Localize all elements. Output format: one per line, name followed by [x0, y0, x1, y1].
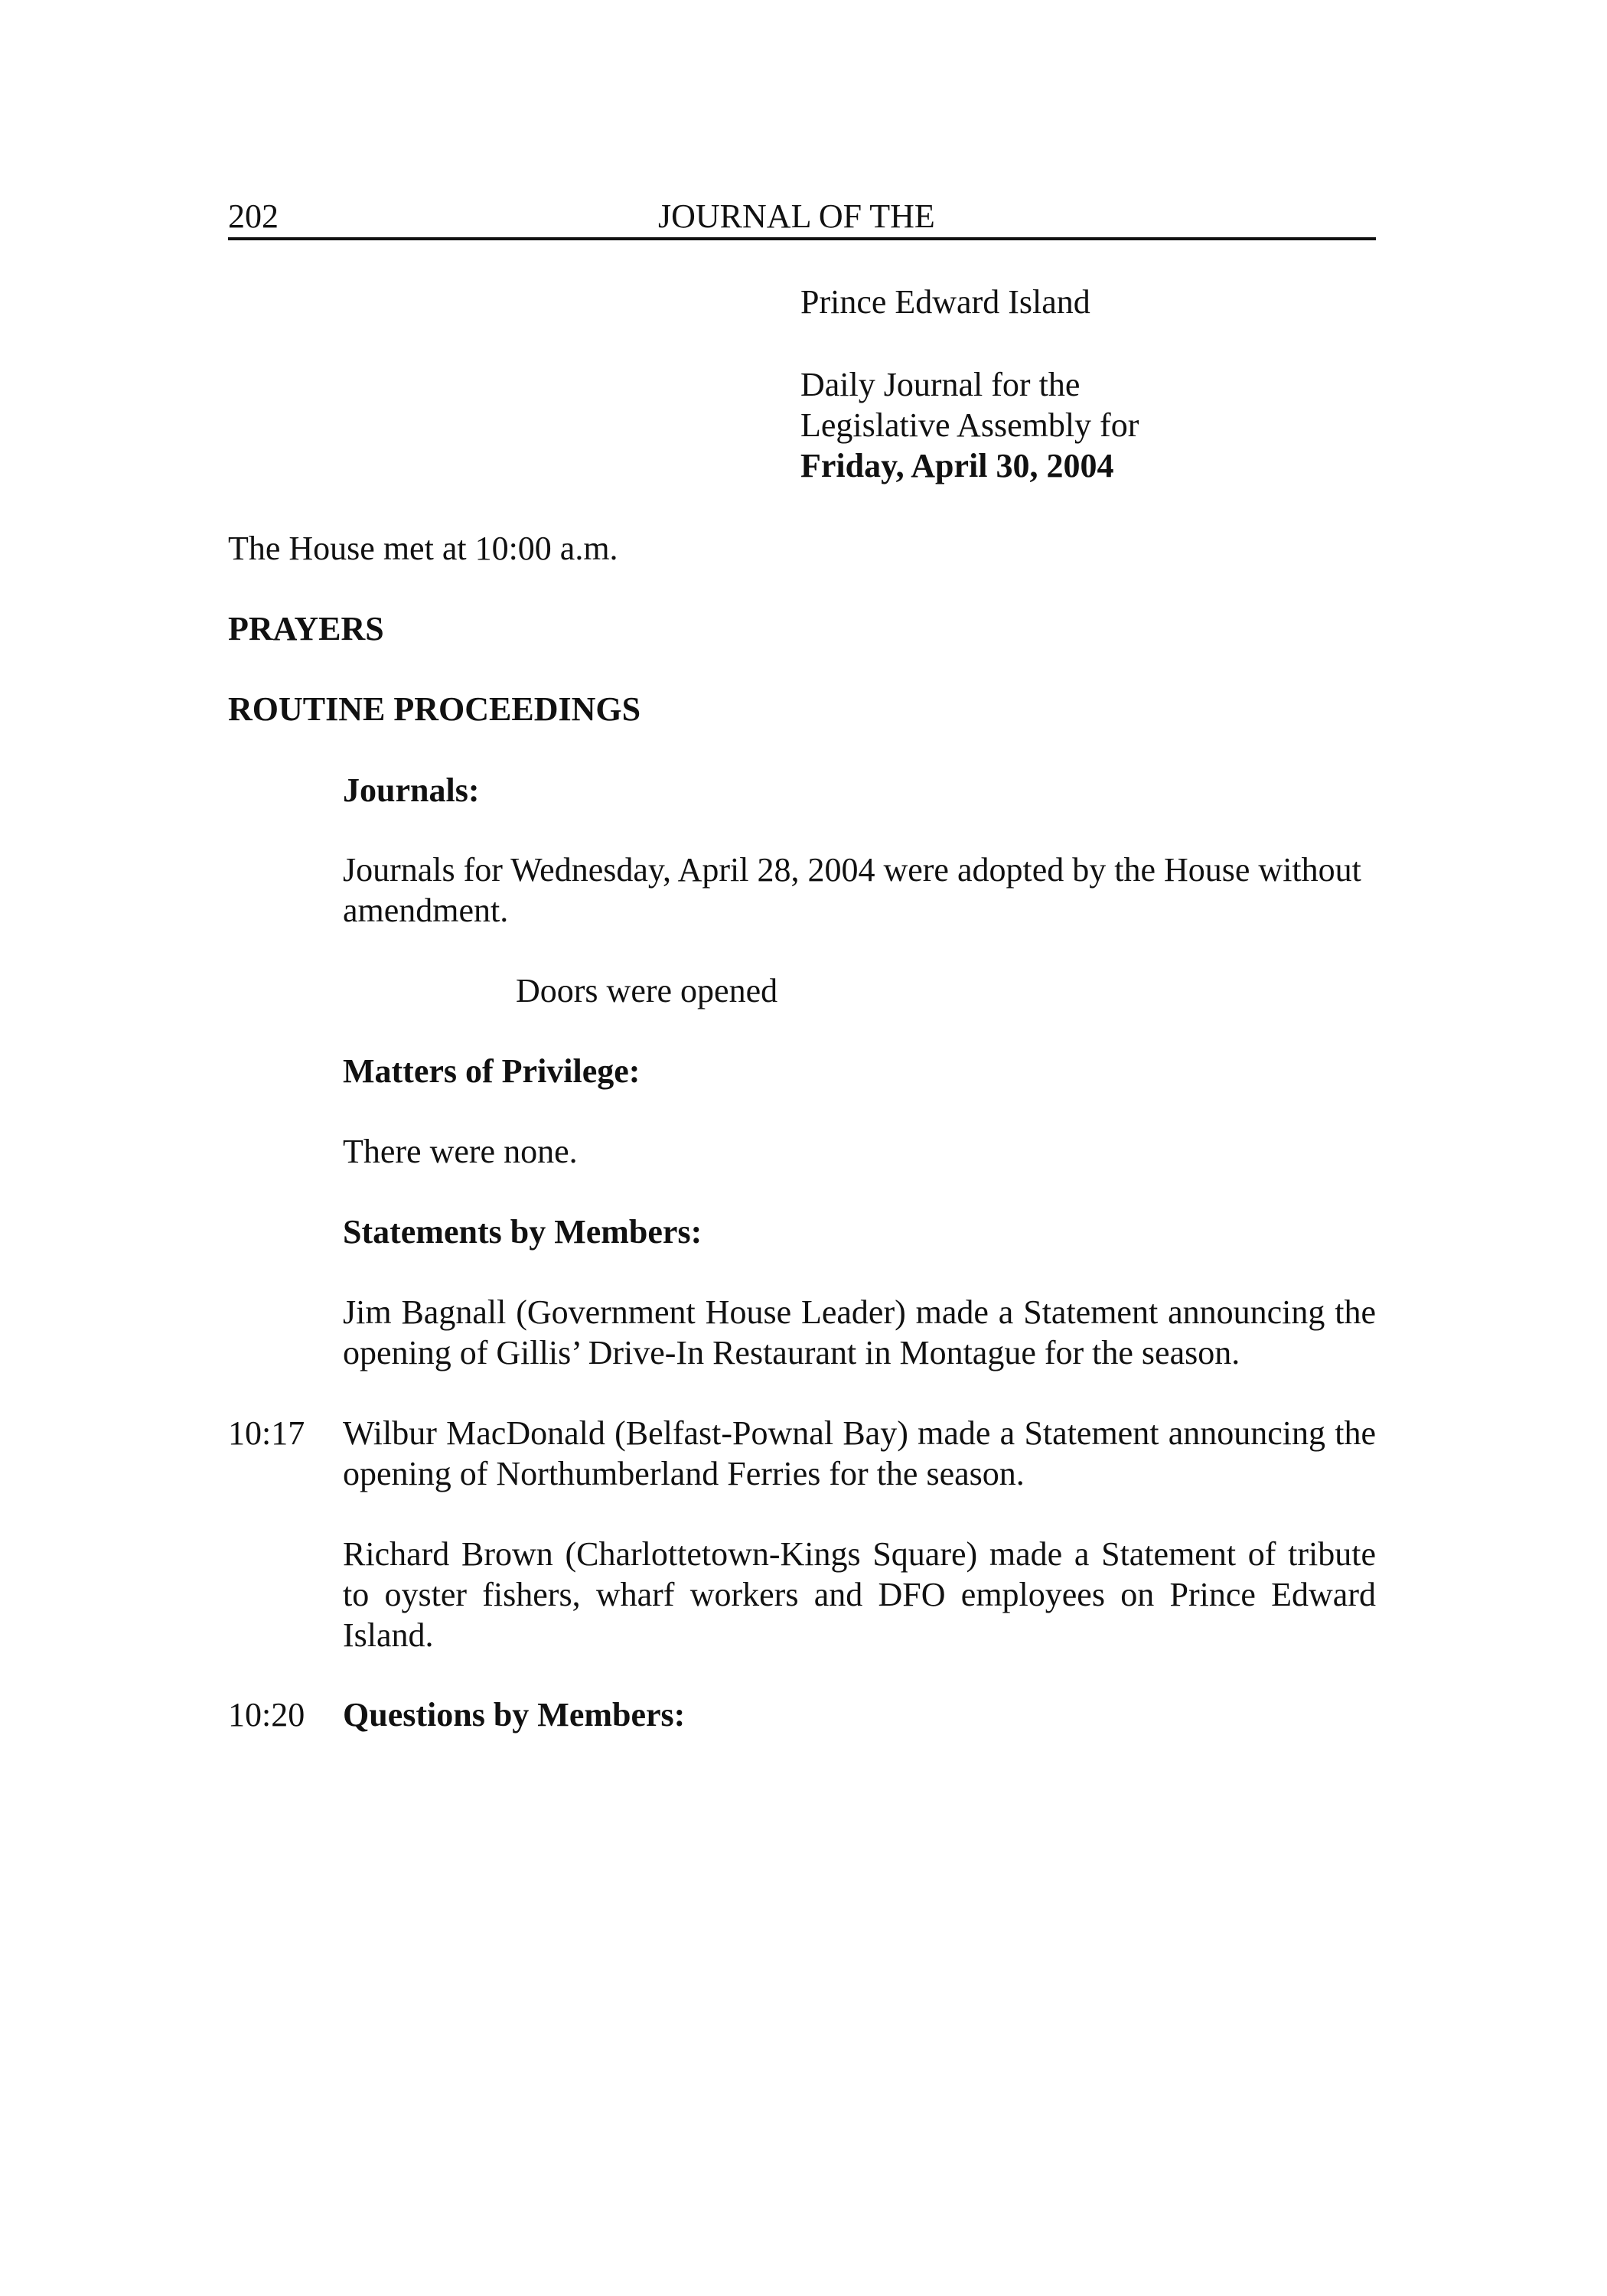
title-line-2: Legislative Assembly for	[800, 406, 1139, 444]
statement-item: Richard Brown (Charlottetown-Kings Square) made a Statement of tribute to oyster fishers, wharf workers and DFO employees on Prince Edward Island.	[343, 1535, 1376, 1654]
running-header	[228, 196, 1376, 240]
privilege-text: There were none.	[343, 1133, 578, 1170]
prayers-heading: PRAYERS	[228, 610, 384, 647]
statement-item: Jim Bagnall (Government House Leader) made a Statement announcing the opening of Gillis’ Drive-In Restaurant in Montague for the season.	[343, 1293, 1376, 1371]
questions-time: 10:20	[228, 1696, 305, 1733]
routine-proceedings-heading: ROUTINE PROCEEDINGS	[228, 690, 641, 728]
questions-heading: Questions by Members:	[343, 1696, 686, 1733]
statements-heading: Statements by Members:	[343, 1213, 702, 1251]
doors-opened-note: Doors were opened	[516, 972, 778, 1009]
journals-text: Journals for Wednesday, April 28, 2004 were adopted by the House without amendment.	[343, 851, 1361, 929]
statement-item: Wilbur MacDonald (Belfast-Pownal Bay) made a Statement announcing the opening of Northumberland Ferries for the season.	[343, 1414, 1376, 1492]
privilege-heading: Matters of Privilege:	[343, 1052, 641, 1090]
page-number: 202	[228, 197, 279, 235]
opening-time: The House met at 10:00 a.m.	[228, 530, 618, 567]
title-line-1: Daily Journal for the	[800, 366, 1081, 403]
province-name: Prince Edward Island	[800, 283, 1090, 321]
statement-time: 10:17	[228, 1414, 305, 1452]
journals-heading: Journals:	[343, 771, 480, 809]
sitting-date: Friday, April 30, 2004	[800, 447, 1114, 484]
running-title: JOURNAL OF THE	[658, 197, 935, 235]
